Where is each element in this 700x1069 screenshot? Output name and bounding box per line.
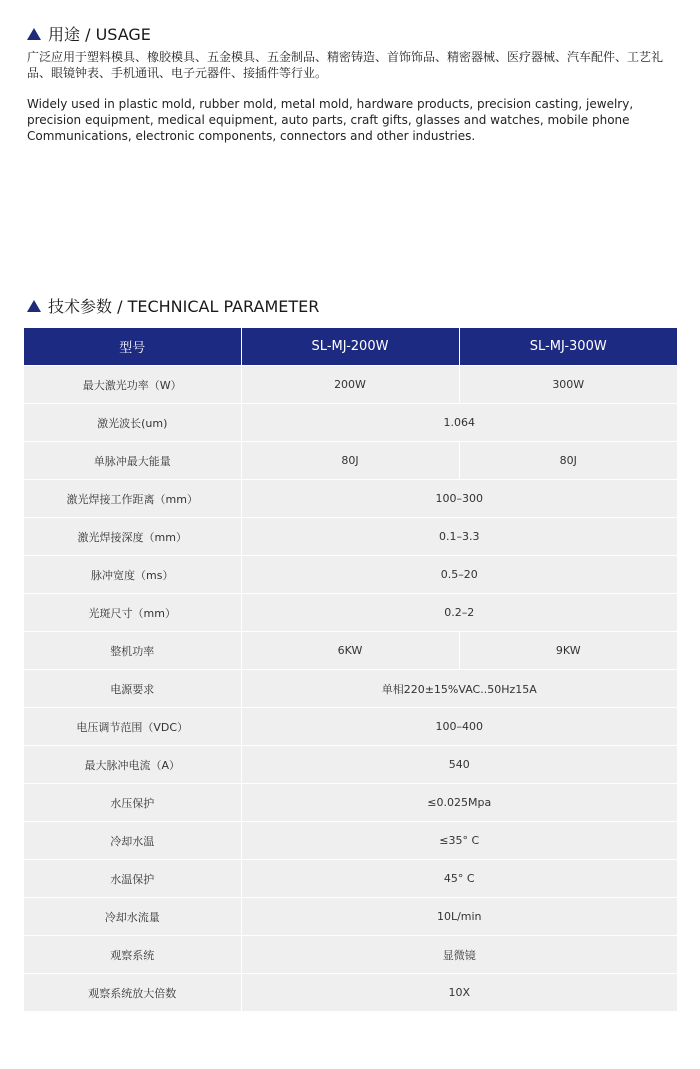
parameter-label: 脉冲宽度（ms） — [24, 556, 241, 594]
parameter-label: 激光焊接深度（mm） — [24, 518, 241, 556]
parameter-label: 电压调节范围（VDC） — [24, 708, 241, 746]
triangle-bullet-icon — [27, 28, 41, 40]
parameter-label: 观察系统 — [24, 936, 241, 974]
parameter-label: 最大脉冲电流（A） — [24, 746, 241, 784]
parameter-label: 整机功率 — [24, 632, 241, 670]
parameter-value: 10L/min — [241, 898, 677, 936]
parameter-value: 9KW — [459, 632, 677, 670]
table-row — [24, 594, 677, 632]
table-row — [24, 746, 677, 784]
usage-description-english: Widely used in plastic mold, rubber mold, metal mold, hardware products, precision casting, jewelry, precision equipment, medical equipment, auto parts, craft gifts, glasses and watches, mobile phone Communications, electronic components, connectors and other industries. — [27, 97, 634, 143]
triangle-bullet-icon — [27, 300, 41, 312]
parameter-value: 200W — [241, 366, 459, 404]
parameter-value: 0.2–2 — [241, 594, 677, 632]
parameter-value: 0.5–20 — [241, 556, 677, 594]
parameter-section-title — [27, 294, 319, 317]
header-sl-mj-300w: SL-MJ-300W — [459, 328, 677, 366]
parameter-label: 电源要求 — [24, 670, 241, 708]
table-row — [24, 974, 677, 1012]
usage-title-text: 用途 / USAGE — [48, 25, 151, 44]
parameter-value: ≤0.025Mpa — [241, 784, 677, 822]
parameter-value: 显微镜 — [241, 936, 677, 974]
parameter-label: 激光焊接工作距离（mm） — [24, 480, 241, 518]
parameter-value: 100–400 — [241, 708, 677, 746]
parameter-label: 激光波长(um) — [24, 404, 241, 442]
table-row — [24, 366, 677, 404]
parameter-label: 观察系统放大倍数 — [24, 974, 241, 1012]
table-row — [24, 784, 677, 822]
table-header-row — [24, 328, 677, 366]
table-row — [24, 936, 677, 974]
parameter-label: 最大激光功率（W） — [24, 366, 241, 404]
parameter-value: 80J — [459, 442, 677, 480]
parameter-value: 540 — [241, 746, 677, 784]
header-model: 型号 — [24, 328, 241, 366]
header-sl-mj-200w: SL-MJ-200W — [241, 328, 459, 366]
table-row — [24, 822, 677, 860]
parameter-value: ≤35° C — [241, 822, 677, 860]
parameter-label: 水温保护 — [24, 860, 241, 898]
table-row — [24, 442, 677, 480]
parameter-value: 6KW — [241, 632, 459, 670]
parameter-value: 10X — [241, 974, 677, 1012]
parameter-value: 单相220±15%VAC..50Hz15A — [241, 670, 677, 708]
parameter-title-text: 技术参数 / TECHNICAL PARAMETER — [48, 297, 320, 316]
parameter-label: 光斑尺寸（mm） — [24, 594, 241, 632]
parameter-label: 水压保护 — [24, 784, 241, 822]
parameter-value: 300W — [459, 366, 677, 404]
parameter-label: 单脉冲最大能量 — [24, 442, 241, 480]
parameter-table — [24, 328, 677, 1011]
parameter-value: 80J — [241, 442, 459, 480]
parameter-value: 0.1–3.3 — [241, 518, 677, 556]
table-row — [24, 898, 677, 936]
parameter-label: 冷却水流量 — [24, 898, 241, 936]
table-row — [24, 860, 677, 898]
table-row — [24, 480, 677, 518]
table-row — [24, 518, 677, 556]
parameter-value: 45° C — [241, 860, 677, 898]
table-row — [24, 556, 677, 594]
table-row — [24, 670, 677, 708]
table-row — [24, 708, 677, 746]
parameter-label: 冷却水温 — [24, 822, 241, 860]
usage-description-chinese: 广泛应用于塑料模具、橡胶模具、五金模具、五金制品、精密铸造、首饰饰品、精密器械、医疗器械、汽车配件、工艺礼品、眼镜钟表、手机通讯、电子元器件、接插件等行业。 — [27, 50, 664, 80]
usage-section-title — [27, 22, 151, 45]
table-row — [24, 404, 677, 442]
table-row — [24, 632, 677, 670]
parameter-value: 100–300 — [241, 480, 677, 518]
parameter-value: 1.064 — [241, 404, 677, 442]
